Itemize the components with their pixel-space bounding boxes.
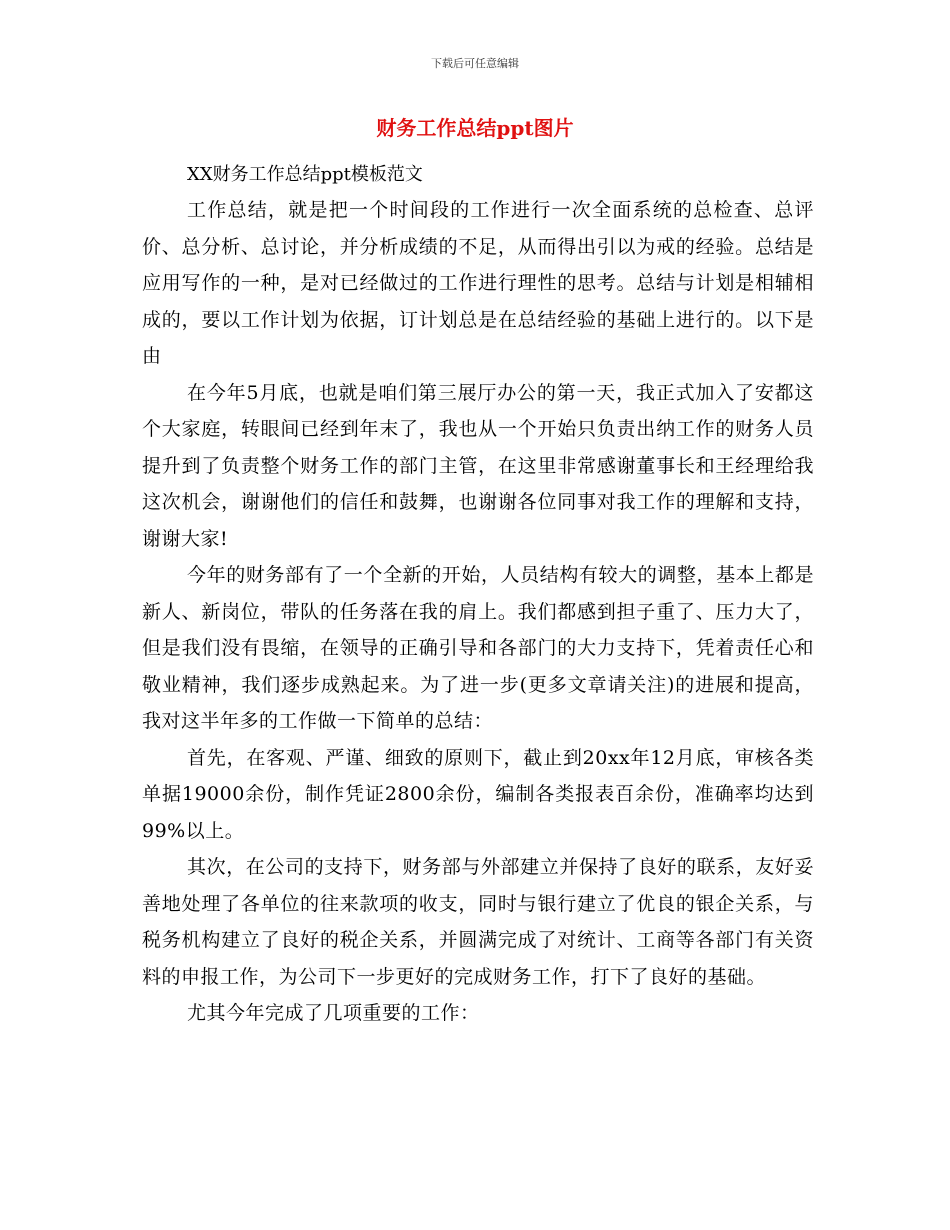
paragraph-second: 其次，在公司的支持下，财务部与外部建立并保持了良好的联系，友好妥善地处理了各单位的往来款项的收支，同时与银行建立了优良的银企关系，与税务机构建立了良好的税企关系，并圆满完成了对统计、工商等各部门有关资料的申报工作，为公司下一步更好的完成财务工作，打下了良好的基础。 [142, 856, 814, 988]
document-body [142, 192, 814, 1032]
document-subtitle: XX财务工作总结ppt模板范文 [187, 164, 423, 185]
paragraph-key-work: 尤其今年完成了几项重要的工作： [187, 1002, 480, 1024]
paragraph-joining: 在今年5月底，也就是咱们第三展厅办公的第一天，我正式加入了安都这个大家庭，转眼间已经到年末了，我也从一个开始只负责出纳工作的财务人员提升到了负责整个财务工作的部门主管，在这里非常感谢董事长和王经理给我这次机会，谢谢他们的信任和鼓舞，也谢谢各位同事对我工作的理解和支持，谢谢大家! [142, 381, 814, 550]
header-note: 下载后可任意编辑 [431, 57, 519, 70]
paragraph-first: 首先，在客观、严谨、细致的原则下，截止到20xx年12月底，审核各类单据19000余份，制作凭证2800余份，编制各类报表百余份，准确率均达到99%以上。 [142, 746, 814, 842]
paragraph-department: 今年的财务部有了一个全新的开始，人员结构有较大的调整，基本上都是新人、新岗位，带队的任务落在我的肩上。我们都感到担子重了、压力大了，但是我们没有畏缩，在领导的正确引导和各部门的大力支持下，凭着责任心和敬业精神，我们逐步成熟起来。为了进一步(更多文章请关注)的进展和提高，我对这半年多的工作做一下简单的总结： [142, 564, 814, 732]
document-title: 财务工作总结ppt图片 [376, 116, 574, 140]
paragraph-intro: 工作总结，就是把一个时间段的工作进行一次全面系统的总检查、总评价、总分析、总讨论，并分析成绩的不足，从而得出引以为戒的经验。总结是应用写作的一种，是对已经做过的工作进行理性的思考。总结与计划是相辅相成的，要以工作计划为依据，订计划总是在总结经验的基础上进行的。以下是由 [142, 199, 814, 367]
